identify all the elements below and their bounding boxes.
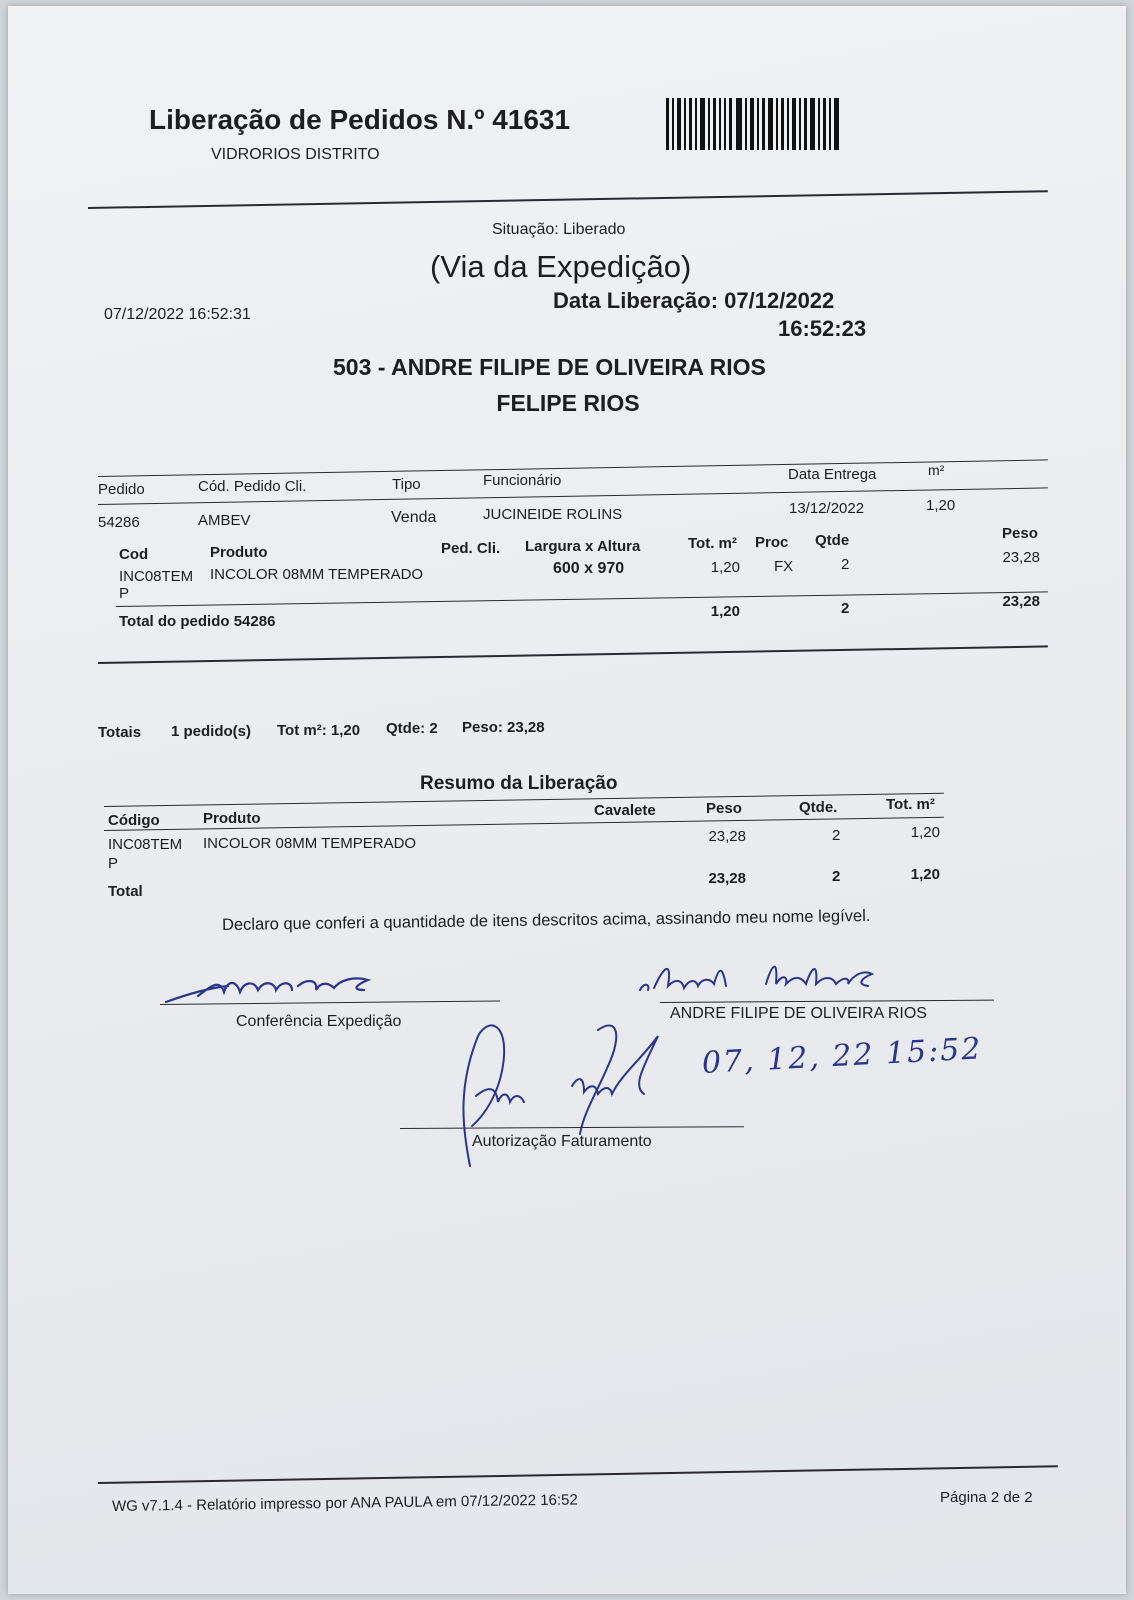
handwritten-date: 07, 12, 22 15:52 [701,1031,984,1081]
col-pedido-header: Pedido [98,481,145,498]
item-cod-line2: P [119,585,130,602]
order-data-entrega: 13/12/2022 [789,500,865,517]
order-total-label: Total do pedido 54286 [119,613,276,630]
col-funcionario-header: Funcionário [483,472,562,489]
item-peso: 23,28 [1002,549,1040,566]
order-total-tot-m2: 1,20 [710,603,740,620]
order-total-qtde: 2 [841,600,850,617]
data-liberacao-time: 16:52:23 [778,316,867,341]
resumo-row-tot-m2: 1,20 [910,824,940,841]
order-m2: 1,20 [926,497,956,514]
via-label: (Via da Expedição) [430,249,692,284]
item-tot-m2-header: Tot. m² [688,535,737,552]
order-cod-pedido-cli: AMBEV [198,512,251,529]
footer-printed-by: WG v7.1.4 - Relatório impresso por ANA PAULA em 07/12/2022 16:52 [111,1491,578,1515]
order-pedido: 54286 [98,514,140,531]
item-produto: INCOLOR 08MM TEMPERADO [210,566,424,583]
conferencia-label: Conferência Expedição [236,1013,402,1030]
resumo-tot-m2-header: Tot. m² [886,796,935,813]
order-funcionario: JUCINEIDE ROLINS [483,506,623,523]
resumo-peso-header: Peso [706,800,742,817]
footer-line [98,1465,1058,1484]
item-largura-altura-header: Largura x Altura [525,538,641,555]
order-section-bottom-line [98,645,1048,664]
col-cod-pedido-cli-header: Cód. Pedido Cli. [198,478,307,495]
item-qtde-header: Qtde [815,532,850,549]
totais-label: Totais [98,724,142,741]
item-cod-header: Cod [119,546,149,563]
data-liberacao: Data Liberação: 07/12/2022 [553,288,835,313]
item-produto-header: Produto [210,544,268,561]
document-title: Liberação de Pedidos N.º 41631 [149,104,571,135]
resumo-produto-header: Produto [203,810,261,827]
totais-tot-m2: Tot m²: 1,20 [277,722,361,739]
totais-pedidos: 1 pedido(s) [171,723,252,740]
conferencia-signature [158,966,508,1016]
resumo-row-codigo-line2: P [108,855,119,872]
footer-page-number: Página 2 de 2 [940,1489,1033,1506]
resumo-total-qtde: 2 [832,868,841,885]
item-dimensions: 600 x 970 [553,560,625,577]
autorizacao-label: Autorização Faturamento [472,1133,652,1150]
resumo-row-codigo-line1: INC08TEM [108,836,183,853]
barcode-image [666,92,842,152]
resumo-total-label: Total [108,883,143,900]
totais-qtde: Qtde: 2 [386,720,438,737]
order-tipo: Venda [391,509,437,526]
col-m2-header: m² [928,462,945,478]
item-proc-header: Proc [755,534,789,551]
resumo-row-qtde: 2 [832,827,841,844]
col-tipo-header: Tipo [392,476,421,493]
order-table-top-line [98,459,1048,477]
printed-datetime: 07/12/2022 16:52:31 [104,306,251,323]
client-signature [636,956,896,1001]
item-tot-m2: 1,20 [710,559,740,576]
header-divider [88,190,1048,209]
company-name: VIDRORIOS DISTRITO [211,146,380,163]
resumo-cavalete-header: Cavalete [594,802,656,819]
autorizacao-signature [448,1016,688,1176]
client-short-name: FELIPE RIOS [496,390,640,416]
client-signature-label: ANDRE FILIPE DE OLIVEIRA RIOS [670,1005,927,1022]
col-data-entrega-header: Data Entrega [788,466,877,483]
situacao-label: Situação: Liberado [492,221,626,238]
resumo-total-peso: 23,28 [708,870,746,887]
resumo-row-produto: INCOLOR 08MM TEMPERADO [203,835,417,852]
item-ped-cli-header: Ped. Cli. [441,540,501,557]
declaration-text: Declaro que conferi a quantidade de itens descritos acima, assinando meu nome legível. [221,906,871,934]
totais-peso: Peso: 23,28 [462,719,545,736]
document-page [8,6,1126,1594]
resumo-codigo-header: Código [108,812,160,829]
resumo-title: Resumo da Liberação [420,773,618,794]
resumo-qtde-header: Qtde. [799,799,838,816]
item-qtde: 2 [841,556,850,573]
item-proc: FX [774,558,794,575]
item-bottom-line [116,591,1048,607]
item-peso-header: Peso [1002,525,1038,542]
resumo-row-peso: 23,28 [708,828,746,845]
order-total-peso: 23,28 [1002,593,1040,610]
resumo-total-tot-m2: 1,20 [910,866,940,883]
client-name: 503 - ANDRE FILIPE DE OLIVEIRA RIOS [333,354,766,380]
item-cod-line1: INC08TEM [119,568,194,585]
